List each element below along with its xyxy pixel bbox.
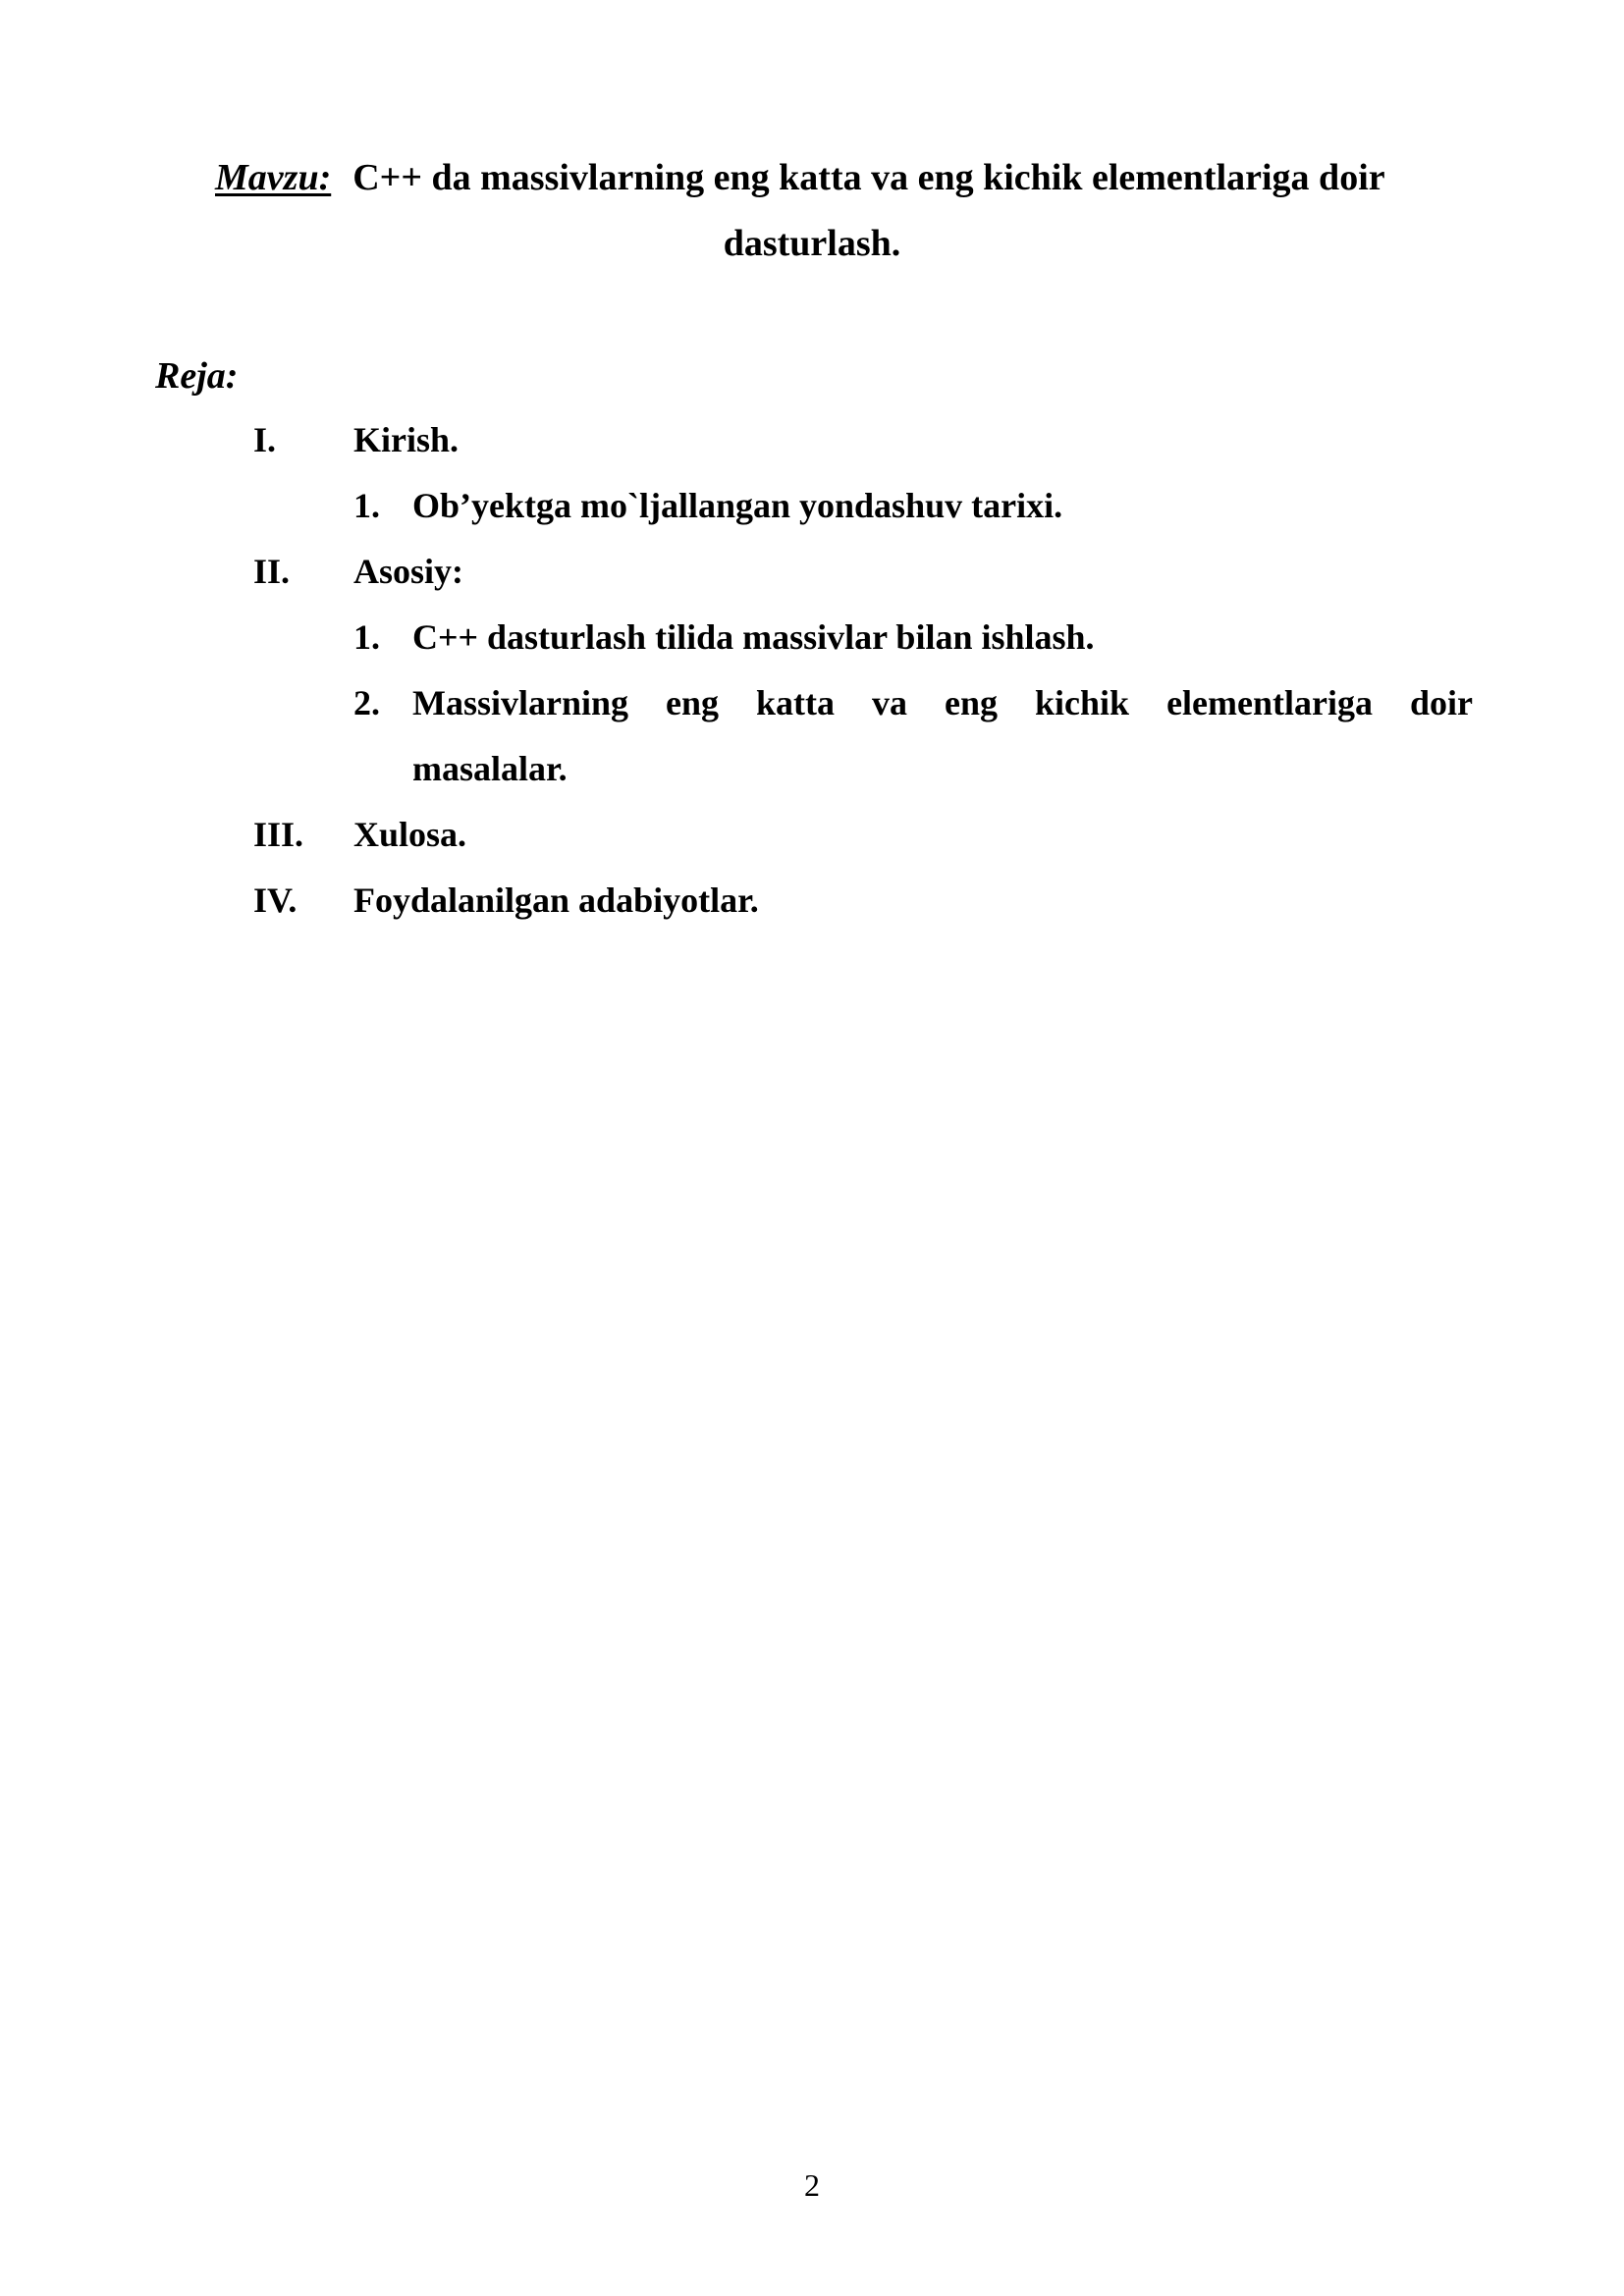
- plan-item-3: Xulosa.: [353, 815, 467, 854]
- plan-numeral-2: II.: [253, 552, 291, 591]
- plan-subitem-2-1: C++ dasturlash tilida massivlar bilan ishlash.: [412, 617, 1095, 657]
- plan-item-4: Foydalanilgan adabiyotlar.: [353, 881, 759, 920]
- plan-numeral-4: IV.: [253, 881, 298, 920]
- topic-title-line2: dasturlash.: [723, 223, 901, 264]
- plan-subitem-number: 2.: [353, 683, 380, 722]
- plan-subitem-2-2-line1: Massivlarning eng katta va eng kichik elementlariga doir: [412, 683, 1473, 722]
- plan-subitem-1-1: Ob’yektga mo`ljallangan yondashuv tarixi.: [412, 486, 1063, 525]
- plan-numeral-3: III.: [253, 815, 304, 854]
- topic-title-text: C++ da massivlarning eng katta va eng kichik elementlariga doir: [352, 157, 1385, 198]
- plan-item-2: Asosiy:: [353, 552, 464, 591]
- plan-heading: Reja:: [155, 355, 239, 397]
- plan-subitem-2-2-line2: masalalar.: [412, 749, 568, 788]
- topic-title-line1: [215, 153, 1433, 202]
- plan-subitem-number: 1.: [353, 486, 380, 525]
- plan-subitem-number: 1.: [353, 617, 380, 657]
- plan-numeral-1: I.: [253, 420, 277, 459]
- topic-label: Mavzu:: [215, 157, 332, 198]
- page-number: 2: [804, 2167, 820, 2203]
- plan-item-1: Kirish.: [353, 420, 460, 459]
